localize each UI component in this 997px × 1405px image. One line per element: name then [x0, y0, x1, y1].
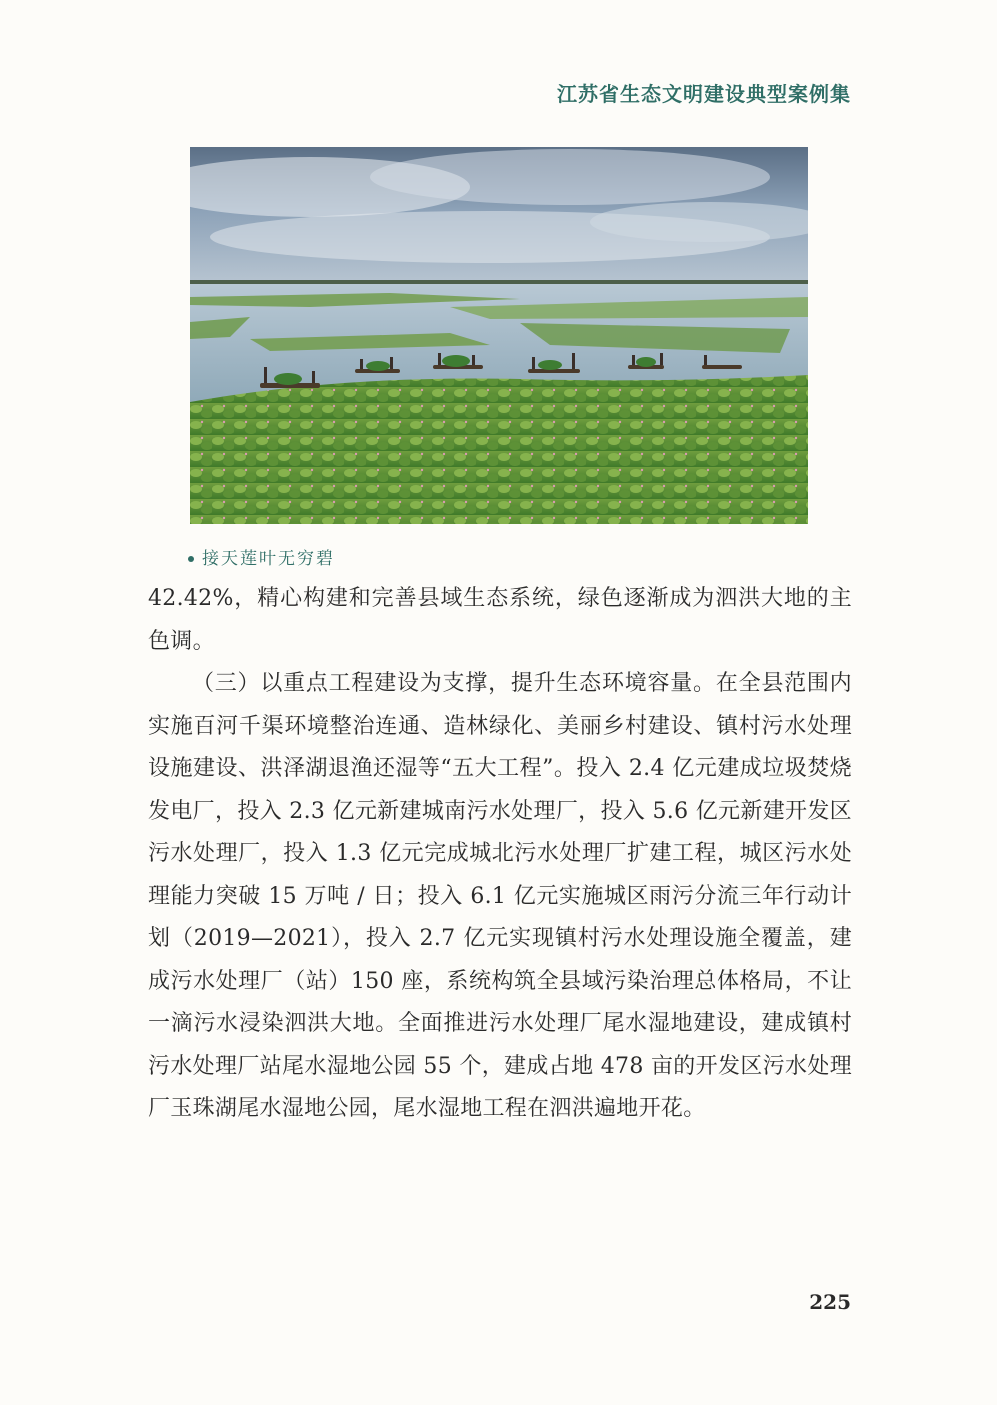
body-text: [148, 578, 852, 1131]
figure-caption: [188, 544, 335, 569]
paragraph-text: 在全县范围内实施百河千渠环境整治连通、造林绿化、美丽乡村建设、镇村污水处理设施建设、洪泽湖退渔还湿等“五大工程”。投入 2.4 亿元建成垃圾焚烧发电厂，投入 2.3 亿元新建城南污水处理厂，投入 5.6 亿元新建开发区污水处理厂，投入 1.3 亿元完成城北污水处理厂扩建工程，城区污水处理能力突破 15 万吨 / 日；投入 6.1 亿元实施城区雨污分流三年行动计划（2019—2021），投入 2.7 亿元实现镇村污水处理设施全覆盖，建成污水处理厂（站）150 座，系统构筑全县域污染治理总体格局，不让一滴污水浸染泗洪大地。全面推进污水处理厂尾水湿地建设，建成镇村污水处理厂站尾水湿地公园 55 个，建成占地 478 亩的开发区污水处理厂玉珠湖尾水湿地公园，尾水湿地工程在泗洪遍地开花。: [148, 671, 852, 1121]
paragraph: 42.42%，精心构建和完善县域生态系统，绿色逐渐成为泗洪大地的主色调。: [148, 586, 852, 654]
page-number: 225: [809, 1290, 851, 1314]
running-head: 江苏省生态文明建设典型案例集: [557, 82, 851, 106]
section-heading: （三）以重点工程建设为支撑，提升生态环境容量。: [192, 671, 716, 696]
caption-text: 接天莲叶无穷碧: [202, 549, 335, 569]
paragraph: [148, 663, 852, 1131]
bullet-dot-icon: [188, 556, 194, 562]
lotus-lake-photo: [190, 147, 808, 524]
